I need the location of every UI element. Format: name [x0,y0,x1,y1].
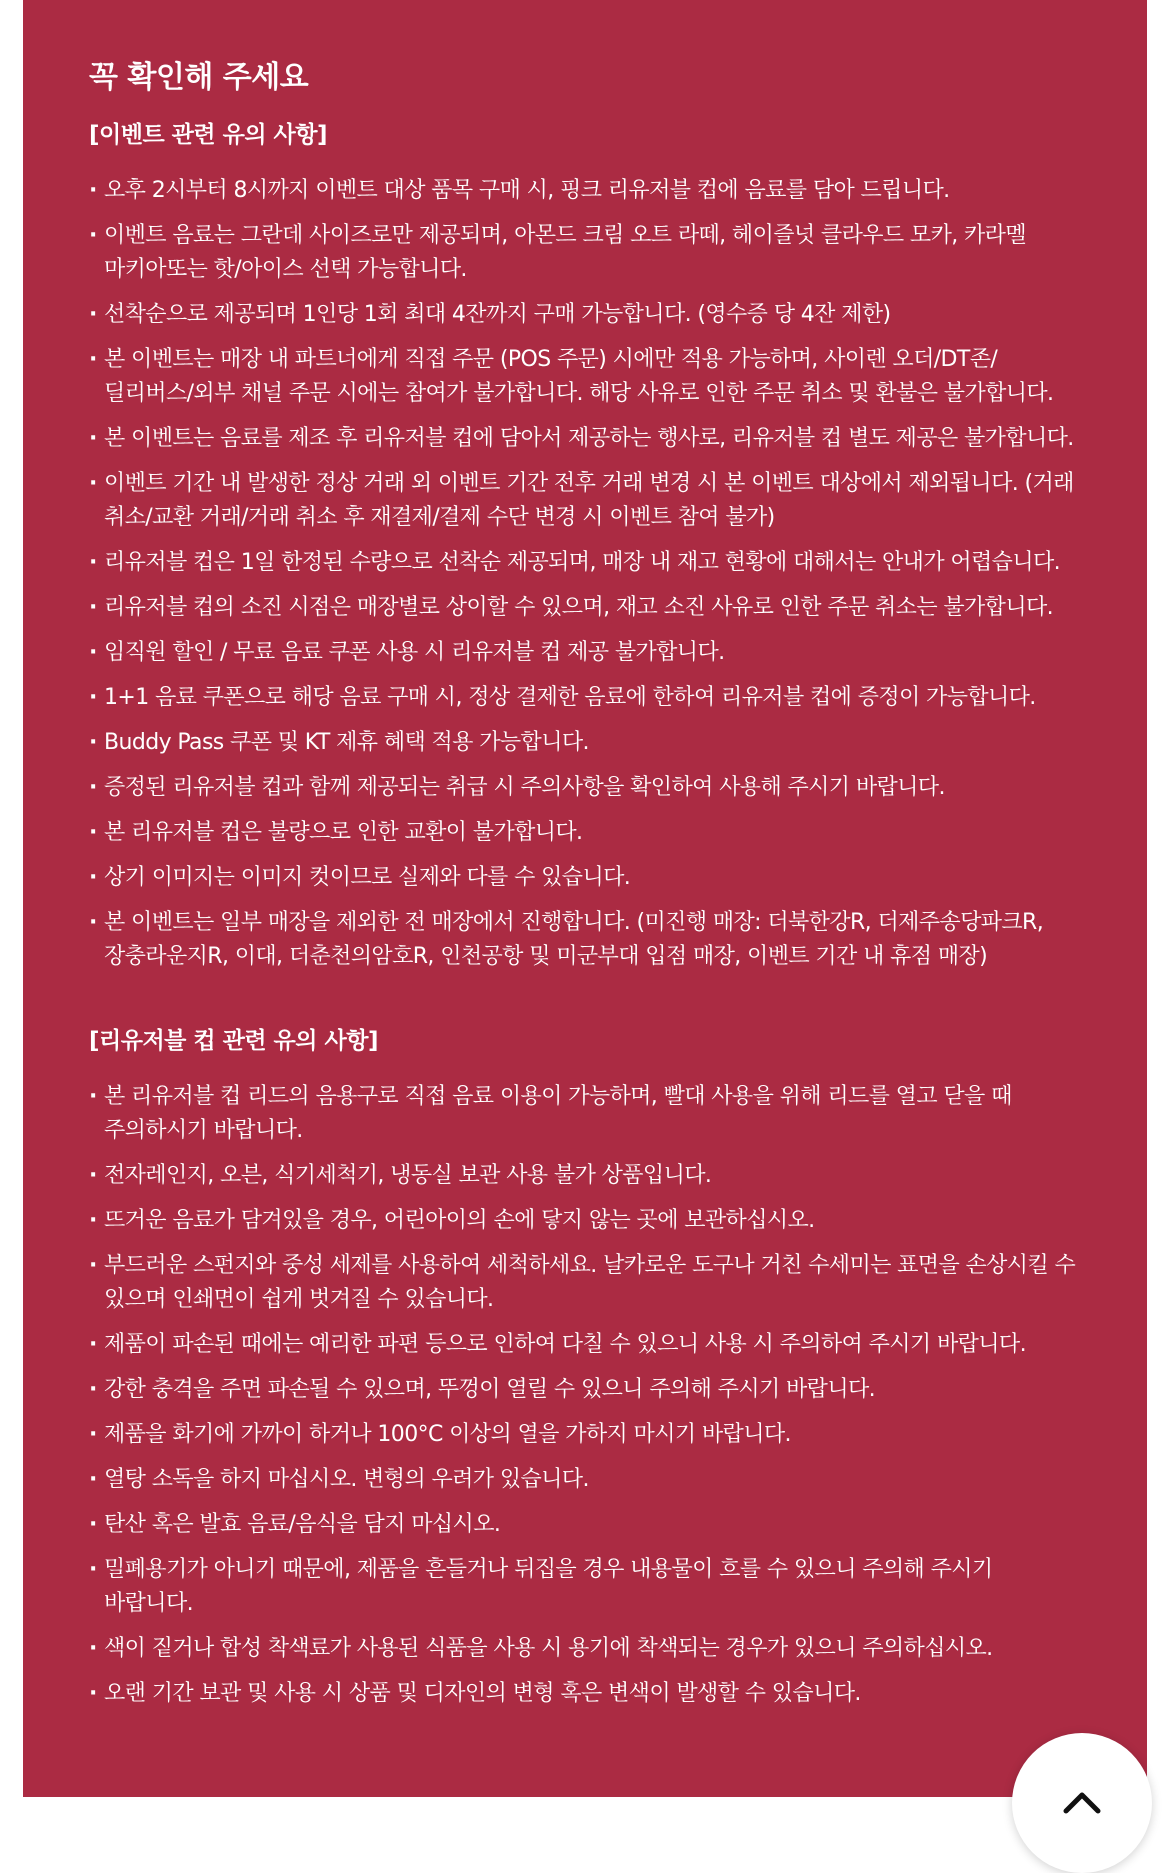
scroll-to-top-button[interactable] [1012,1733,1152,1873]
page-title: 꼭 확인해 주세요 [89,60,309,95]
list-item: · 부드러운 스펀지와 중성 세제를 사용하여 세척하세요. 날카로운 도구나 거친 수세미는 표면을 손상시킬 수 있으며 인쇄면이 쉽게 벗겨질 수 있습니다. [89,1249,1081,1317]
list-item: · 탄산 혹은 발효 음료/음식을 담지 마십시오. [89,1508,1081,1542]
list-item: · 임직원 할인 / 무료 음료 쿠폰 사용 시 리유저블 컵 제공 불가합니다. [89,636,1081,670]
cup-notes-heading: [리유저블 컵 관련 유의 사항] [89,1028,378,1054]
list-item: · 색이 짙거나 합성 착색료가 사용된 식품을 사용 시 용기에 착색되는 경우가 있으니 주의하십시오. [89,1632,1081,1666]
list-item: · 강한 충격을 주면 파손될 수 있으며, 뚜껑이 열릴 수 있으니 주의해 주시기 바랍니다. [89,1373,1081,1407]
list-item: · 본 이벤트는 일부 매장을 제외한 전 매장에서 진행합니다. (미진행 매장: 더북한강R, 더제주송당파크R, 장충라운지R, 이대, 더춘천의암호R, 인천공항 및 미군부대 입점 매장, 이벤트 기간 내 휴점 매장) [89,906,1081,974]
list-item: · 본 이벤트는 매장 내 파트너에게 직접 주문 (POS 주문) 시에만 적용 가능하며, 사이렌 오더/DT존/딜리버스/외부 채널 주문 시에는 참여가 불가합니다. 해당 사유로 인한 주문 취소 및 환불은 불가합니다. [89,343,1081,411]
list-item: · 본 리유저블 컵 리드의 음용구로 직접 음료 이용이 가능하며, 빨대 사용을 위해 리드를 열고 닫을 때 주의하시기 바랍니다. [89,1080,1081,1148]
list-item: · 1+1 음료 쿠폰으로 해당 음료 구매 시, 정상 결제한 음료에 한하여 리유저블 컵에 증정이 가능합니다. [89,681,1081,715]
list-item: · 본 이벤트는 음료를 제조 후 리유저블 컵에 담아서 제공하는 행사로, 리유저블 컵 별도 제공은 불가합니다. [89,422,1081,456]
list-item: · 선착순으로 제공되며 1인당 1회 최대 4잔까지 구매 가능합니다. (영수증 당 4잔 제한) [89,298,1081,332]
list-item: · 리유저블 컵의 소진 시점은 매장별로 상이할 수 있으며, 재고 소진 사유로 인한 주문 취소는 불가합니다. [89,591,1081,625]
chevron-up-icon [1060,1781,1104,1825]
event-notes-list [89,174,1081,974]
cup-notes-list [89,1080,1081,1711]
list-item: · 오후 2시부터 8시까지 이벤트 대상 품목 구매 시, 핑크 리유저블 컵에 음료를 담아 드립니다. [89,174,1081,208]
list-item: · 본 리유저블 컵은 불량으로 인한 교환이 불가합니다. [89,816,1081,850]
list-item: · 밀폐용기가 아니기 때문에, 제품을 흔들거나 뒤집을 경우 내용물이 흐를 수 있으니 주의해 주시기 바랍니다. [89,1553,1081,1621]
notice-panel [23,0,1147,1797]
list-item: · 제품이 파손된 때에는 예리한 파편 등으로 인하여 다칠 수 있으니 사용 시 주의하여 주시기 바랍니다. [89,1328,1081,1362]
list-item: · 열탕 소독을 하지 마십시오. 변형의 우려가 있습니다. [89,1463,1081,1497]
event-notes-heading: [이벤트 관련 유의 사항] [89,122,328,148]
list-item: · 이벤트 기간 내 발생한 정상 거래 외 이벤트 기간 전후 거래 변경 시 본 이벤트 대상에서 제외됩니다. (거래 취소/교환 거래/거래 취소 후 재결제/결제 수단 변경 시 이벤트 참여 불가) [89,467,1081,535]
list-item: · 제품을 화기에 가까이 하거나 100°C 이상의 열을 가하지 마시기 바랍니다. [89,1418,1081,1452]
list-item: · 증정된 리유저블 컵과 함께 제공되는 취급 시 주의사항을 확인하여 사용해 주시기 바랍니다. [89,771,1081,805]
list-item: · 상기 이미지는 이미지 컷이므로 실제와 다를 수 있습니다. [89,861,1081,895]
list-item: · 뜨거운 음료가 담겨있을 경우, 어린아이의 손에 닿지 않는 곳에 보관하십시오. [89,1204,1081,1238]
list-item: · 전자레인지, 오븐, 식기세척기, 냉동실 보관 사용 불가 상품입니다. [89,1159,1081,1193]
list-item: · 이벤트 음료는 그란데 사이즈로만 제공되며, 아몬드 크림 오트 라떼, 헤이즐넛 클라우드 모카, 카라멜 마키아또는 핫/아이스 선택 가능합니다. [89,219,1081,287]
list-item: · Buddy Pass 쿠폰 및 KT 제휴 혜택 적용 가능합니다. [89,726,1081,760]
list-item: · 리유저블 컵은 1일 한정된 수량으로 선착순 제공되며, 매장 내 재고 현황에 대해서는 안내가 어렵습니다. [89,546,1081,580]
list-item: · 오랜 기간 보관 및 사용 시 상품 및 디자인의 변형 혹은 변색이 발생할 수 있습니다. [89,1677,1081,1711]
